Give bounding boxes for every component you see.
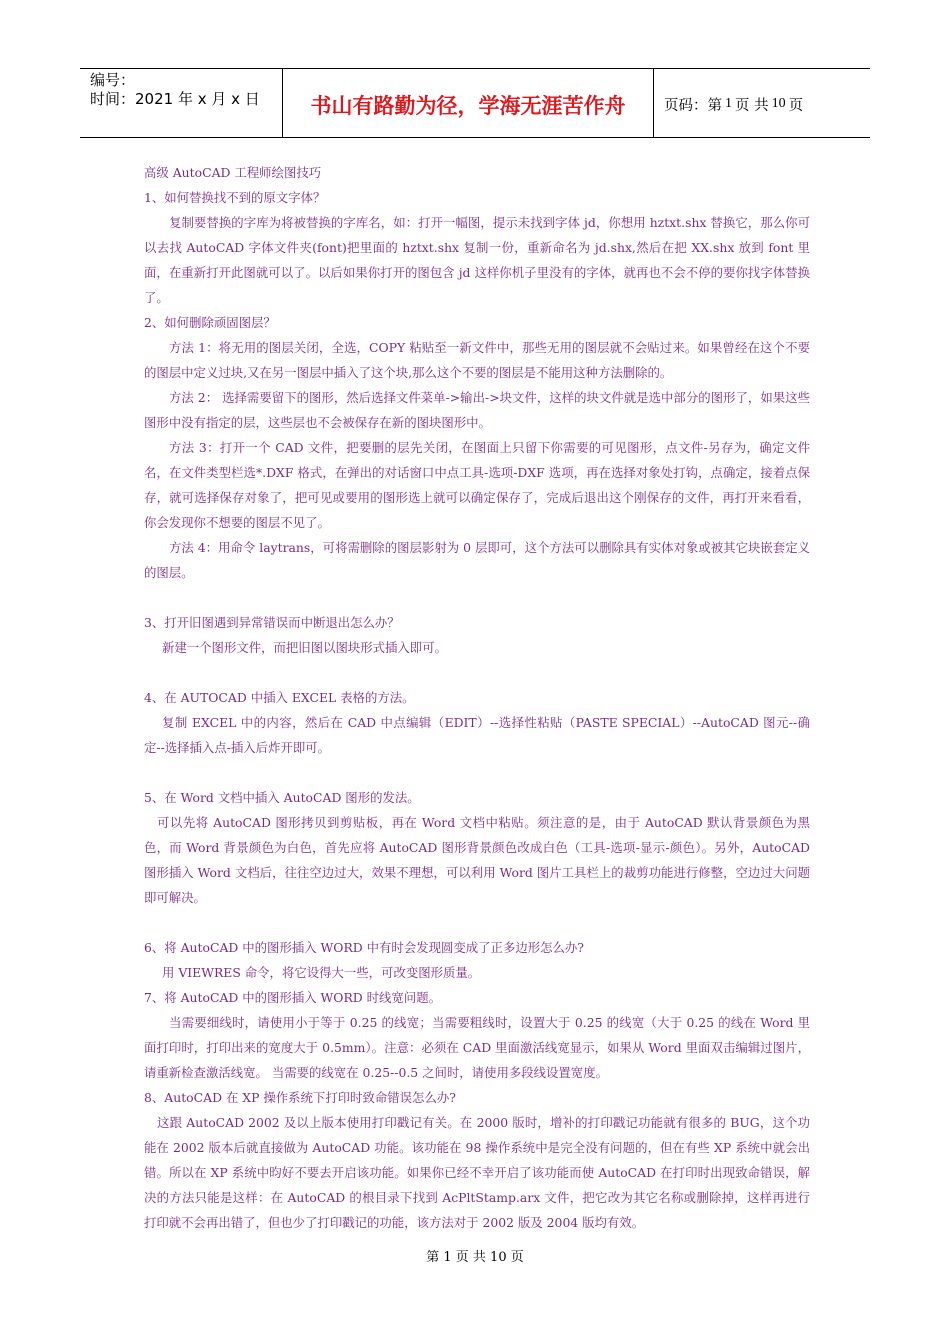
question-8: 8、AutoCAD 在 XP 操作系统下打印时致命错误怎么办? bbox=[144, 1090, 456, 1105]
answer-1: 复制要替换的字库为将被替换的字库名，如：打开一幅图，提示未找到字体 jd，你想用 hztxt.shx 替换它，那么你可以去找 AutoCAD 字体文件夹(font)把里面的 hztxt.shx 复制一份，重新命名为 jd.shx,然后在把 XX.shx 放到 font 里面，在重新打开此图就可以了。以后如果你打开的图包含 jd 这样你机子里没有的字体，就再也不会不停的要你找字体替换了。 bbox=[144, 215, 810, 305]
page-suffix: 页 bbox=[788, 97, 804, 114]
page-footer: 第 1 页 共 10 页 bbox=[426, 1250, 524, 1265]
answer-5: 可以先将 AutoCAD 图形拷贝到剪贴板，再在 Word 文档中粘贴。须注意的是，由于 AutoCAD 默认背景颜色为黑色，而 Word 背景颜色为白色，首先应将 AutoCAD 图形背景颜色改成白色（工具-选项-显示-颜色）。另外，AutoCAD 图形插入 Word 文档后，往往空边过大，效果不理想，可以利用 Word 图片工具栏上的裁剪功能进行修整，空边过大问题即可解决。 bbox=[144, 815, 810, 905]
answer-7: 当需要细线时，请使用小于等于 0.25 的线宽；当需要粗线时，设置大于 0.25 的线宽（大于 0.25 的线在 Word 里面打印时，打印出来的宽度大于 0.5mm）。注意：必须在 CAD 里面激活线宽显示，如果从 Word 里面双击编辑过图片，请重新检查激活线宽。 当需要的线宽在 0.25--0.5 之间时，请使用多段线设置宽度。 bbox=[144, 1015, 810, 1080]
question-6: 6、将 AutoCAD 中的图形插入 WORD 中有时会发现圆变成了正多边形怎么办? bbox=[144, 940, 584, 955]
answer-2-method-3: 方法 3：打开一个 CAD 文件，把要删的层先关闭，在图面上只留下你需要的可见图形，点文件-另存为，确定文件名，在文件类型栏选*.DXF 格式，在弹出的对话窗口中点工具-选项-DXF 选项，再在选择对象处打钩，点确定，接着点保存，就可选择保存对象了，把可见或要用的图形选上就可以确定保存了，完成后退出这个刚保存的文件，再打开来看看，你会发现你不想要的图层不见了。 bbox=[144, 440, 810, 530]
question-5: 5、在 Word 文档中插入 AutoCAD 图形的发法。 bbox=[144, 790, 420, 805]
answer-2-method-4: 方法 4：用命令 laytrans，可将需删除的图层影射为 0 层即可，这个方法可以删除具有实体对象或被其它块嵌套定义的图层。 bbox=[144, 540, 810, 580]
time-label: 时间：2021 年 x 月 x 日 bbox=[90, 90, 260, 108]
answer-8: 这跟 AutoCAD 2002 及以上版本使用打印戳记有关。在 2000 版时，增补的打印戳记功能就有很多的 BUG，这个功能在 2002 版本后就直接做为 AutoCAD 功能。该功能在 98 操作系统中是完全没有问题的，但在有些 XP 系统中就会出错。所以在 XP 系统中昀好不要去开启该功能。如果你已经不幸开启了该功能而使 AutoCAD 在打印时出现致命错误，解决的方法只能是这样：在 AutoCAD 的根目录下找到 AcPltStamp.arx 文件，把它改为其它名称或删除掉，这样再进行打印就不会再出错了，但也少了打印戳记的功能，该方法对于 2002 版及 2004 版均有效。 bbox=[144, 1115, 810, 1230]
spacer bbox=[144, 660, 810, 685]
spacer bbox=[144, 585, 810, 610]
question-3: 3、打开旧图遇到异常错误而中断退出怎么办？ bbox=[144, 615, 400, 630]
header-page-info bbox=[654, 69, 870, 137]
question-2: 2、如何删除顽固图层？ bbox=[144, 315, 276, 330]
question-7: 7、将 AutoCAD 中的图形插入 WORD 时线宽问题。 bbox=[144, 990, 441, 1005]
page-total: 10 bbox=[771, 96, 786, 111]
answer-3: 新建一个图形文件，而把旧图以图块形式插入即可。 bbox=[162, 640, 447, 655]
page-prefix: 页码：第 bbox=[664, 97, 722, 114]
page-header bbox=[80, 68, 870, 138]
spacer bbox=[144, 910, 810, 935]
document-body bbox=[144, 160, 810, 1235]
question-1: 1、如何替换找不到的原文字体？ bbox=[144, 190, 326, 205]
serial-label: 编号： bbox=[90, 71, 136, 89]
header-meta bbox=[80, 69, 282, 137]
answer-2-method-2: 方法 2： 选择需要留下的图形，然后选择文件菜单->输出->块文件，这样的块文件就是选中部分的图形了，如果这些图形中没有指定的层，这些层也不会被保存在新的图块图形中。 bbox=[144, 390, 810, 430]
answer-4: 复制 EXCEL 中的内容，然后在 CAD 中点编辑（EDIT）--选择性粘贴（PASTE SPECIAL）--AutoCAD 图元--确定--选择插入点-插入后炸开即可。 bbox=[144, 715, 810, 755]
header-motto: 书山有路勤为径，学海无涯苦作舟 bbox=[282, 69, 654, 137]
page-mid: 页 共 bbox=[735, 97, 769, 114]
answer-2-method-1: 方法 1：将无用的图层关闭，全选，COPY 粘贴至一新文件中，那些无用的图层就不会贴过来。如果曾经在这个不要的图层中定义过块,又在另一图层中插入了这个块,那么这个不要的图层是不能用这种方法删除的。 bbox=[144, 340, 810, 380]
page-current: 1 bbox=[725, 96, 732, 111]
question-4: 4、在 AUTOCAD 中插入 EXCEL 表格的方法。 bbox=[144, 690, 415, 705]
document-title: 高级 AutoCAD 工程师绘图技巧 bbox=[144, 165, 322, 180]
spacer bbox=[144, 760, 810, 785]
answer-6: 用 VIEWRES 命令，将它设得大一些，可改变图形质量。 bbox=[162, 965, 481, 980]
